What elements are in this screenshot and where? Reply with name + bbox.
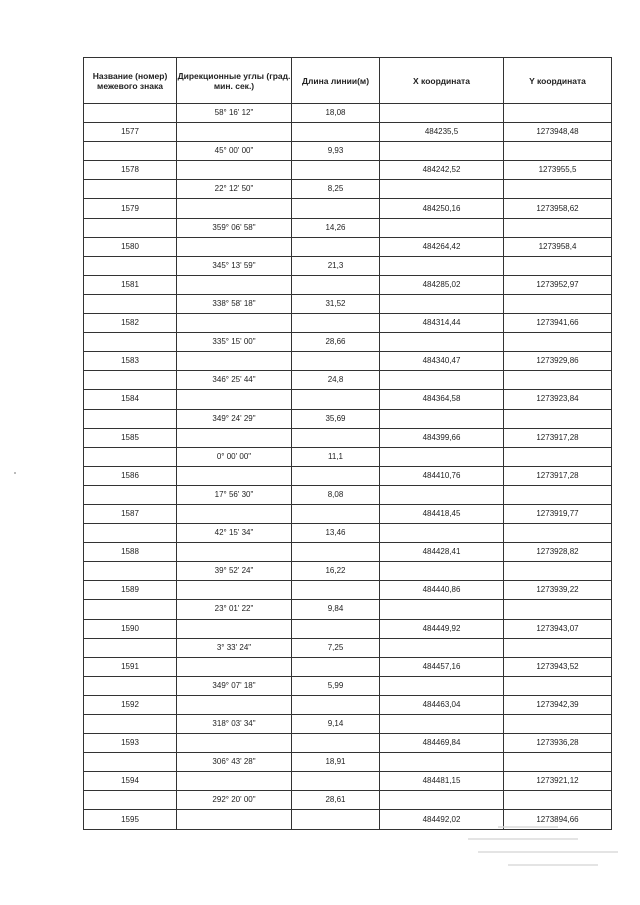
cell-name: 1592: [84, 695, 177, 714]
table-row: [84, 600, 612, 619]
table-row: [84, 715, 612, 734]
cell-length: [292, 123, 380, 142]
table-row: [84, 734, 612, 753]
cell-name: 1589: [84, 581, 177, 600]
cell-x: [380, 753, 504, 772]
header-angle: Дирекционные углы (град. мин. сек.): [177, 58, 292, 104]
cell-name: [84, 485, 177, 504]
cell-length: 11,1: [292, 447, 380, 466]
cell-name: 1595: [84, 810, 177, 829]
cell-y: 1273952,97: [504, 275, 612, 294]
cell-y: 1273942,39: [504, 695, 612, 714]
cell-length: [292, 695, 380, 714]
cell-x: [380, 600, 504, 619]
cell-length: [292, 314, 380, 333]
cell-angle: [177, 390, 292, 409]
cell-length: [292, 657, 380, 676]
cell-x: [380, 485, 504, 504]
table-row: [84, 161, 612, 180]
cell-angle: 42° 15' 34": [177, 524, 292, 543]
cell-y: [504, 104, 612, 123]
cell-name: 1594: [84, 772, 177, 791]
table-row: [84, 123, 612, 142]
cell-length: 18,91: [292, 753, 380, 772]
cell-x: [380, 447, 504, 466]
header-x: X координата: [380, 58, 504, 104]
cell-length: 24,8: [292, 371, 380, 390]
header-length: Длина линии(м): [292, 58, 380, 104]
cell-name: 1586: [84, 466, 177, 485]
cell-angle: 349° 24' 29": [177, 409, 292, 428]
cell-angle: [177, 161, 292, 180]
cell-name: [84, 180, 177, 199]
cell-name: 1583: [84, 352, 177, 371]
cell-length: 7,25: [292, 638, 380, 657]
cell-name: 1577: [84, 123, 177, 142]
cell-length: 28,66: [292, 333, 380, 352]
cell-name: [84, 638, 177, 657]
cell-length: 8,25: [292, 180, 380, 199]
cell-name: [84, 600, 177, 619]
table-row: [84, 142, 612, 161]
cell-name: 1578: [84, 161, 177, 180]
cell-name: [84, 791, 177, 810]
cell-y: 1273917,28: [504, 466, 612, 485]
cell-x: 484457,16: [380, 657, 504, 676]
cell-y: [504, 333, 612, 352]
cell-angle: [177, 314, 292, 333]
cell-length: 18,08: [292, 104, 380, 123]
cell-x: [380, 638, 504, 657]
cell-y: 1273928,82: [504, 543, 612, 562]
cell-length: 28,61: [292, 791, 380, 810]
cell-y: [504, 791, 612, 810]
cell-x: 484481,15: [380, 772, 504, 791]
cell-angle: 0° 00' 00": [177, 447, 292, 466]
cell-name: [84, 524, 177, 543]
cell-name: 1581: [84, 275, 177, 294]
cell-angle: [177, 123, 292, 142]
cell-name: [84, 409, 177, 428]
cell-length: [292, 772, 380, 791]
table-row: [84, 619, 612, 638]
cell-y: 1273958,62: [504, 199, 612, 218]
cell-x: 484492,02: [380, 810, 504, 829]
cell-length: [292, 581, 380, 600]
cell-angle: 318° 03' 34": [177, 715, 292, 734]
table-row: [84, 810, 612, 829]
cell-name: 1588: [84, 543, 177, 562]
cell-length: 9,84: [292, 600, 380, 619]
cell-name: 1579: [84, 199, 177, 218]
cell-x: 484449,92: [380, 619, 504, 638]
cell-name: [84, 142, 177, 161]
table-row: [84, 409, 612, 428]
cell-length: [292, 428, 380, 447]
table-row: [84, 294, 612, 313]
cell-x: [380, 333, 504, 352]
cell-name: 1580: [84, 237, 177, 256]
cell-y: [504, 142, 612, 161]
table-row: [84, 524, 612, 543]
table-row: [84, 333, 612, 352]
cell-angle: [177, 275, 292, 294]
cell-angle: [177, 810, 292, 829]
table-row: [84, 562, 612, 581]
cell-angle: [177, 504, 292, 523]
cell-x: 484469,84: [380, 734, 504, 753]
cell-name: 1582: [84, 314, 177, 333]
table-row: [84, 485, 612, 504]
cell-angle: [177, 237, 292, 256]
cell-name: 1593: [84, 734, 177, 753]
table-body: [84, 104, 612, 830]
table-row: [84, 428, 612, 447]
cell-x: [380, 676, 504, 695]
cell-y: [504, 371, 612, 390]
cell-x: [380, 256, 504, 275]
table-row: [84, 218, 612, 237]
cell-angle: 306° 43' 28": [177, 753, 292, 772]
cell-x: [380, 180, 504, 199]
cell-length: [292, 734, 380, 753]
cell-angle: [177, 772, 292, 791]
cell-y: 1273936,28: [504, 734, 612, 753]
header-y: Y координата: [504, 58, 612, 104]
cell-y: 1273939,22: [504, 581, 612, 600]
cell-length: 13,46: [292, 524, 380, 543]
cell-x: 484428,41: [380, 543, 504, 562]
cell-length: 31,52: [292, 294, 380, 313]
cell-angle: [177, 734, 292, 753]
cell-y: [504, 447, 612, 466]
cell-y: [504, 715, 612, 734]
cell-x: [380, 715, 504, 734]
cell-name: [84, 371, 177, 390]
table-row: [84, 657, 612, 676]
cell-angle: 17° 56' 30": [177, 485, 292, 504]
cell-length: 9,14: [292, 715, 380, 734]
cell-y: 1273941,66: [504, 314, 612, 333]
cell-angle: [177, 199, 292, 218]
cell-angle: 345° 13' 59": [177, 256, 292, 275]
cell-length: [292, 237, 380, 256]
table-row: [84, 466, 612, 485]
cell-y: [504, 256, 612, 275]
cell-y: [504, 524, 612, 543]
boundary-coordinates-table: [83, 57, 612, 830]
cell-y: 1273921,12: [504, 772, 612, 791]
cell-length: [292, 352, 380, 371]
cell-length: [292, 161, 380, 180]
table-row: [84, 504, 612, 523]
cell-name: [84, 447, 177, 466]
cell-x: [380, 791, 504, 810]
cell-y: 1273955,5: [504, 161, 612, 180]
table-row: [84, 753, 612, 772]
cell-x: 484418,45: [380, 504, 504, 523]
table-row: [84, 352, 612, 371]
cell-x: 484340,47: [380, 352, 504, 371]
table-row: [84, 314, 612, 333]
cell-x: [380, 104, 504, 123]
cell-x: [380, 142, 504, 161]
table-row: [84, 581, 612, 600]
cell-angle: 335° 15' 00": [177, 333, 292, 352]
table-row: [84, 695, 612, 714]
cell-name: [84, 676, 177, 695]
cell-length: 21,3: [292, 256, 380, 275]
cell-length: 8,08: [292, 485, 380, 504]
cell-y: 1273919,77: [504, 504, 612, 523]
cell-angle: [177, 619, 292, 638]
cell-y: [504, 180, 612, 199]
cell-y: [504, 562, 612, 581]
cell-x: [380, 562, 504, 581]
cell-y: [504, 485, 612, 504]
cell-angle: 359° 06' 58": [177, 218, 292, 237]
cell-y: [504, 218, 612, 237]
cell-name: [84, 218, 177, 237]
cell-name: 1587: [84, 504, 177, 523]
cell-y: 1273943,07: [504, 619, 612, 638]
cell-length: [292, 275, 380, 294]
cell-angle: [177, 352, 292, 371]
cell-x: [380, 371, 504, 390]
scan-dot: [14, 472, 16, 474]
cell-angle: 292° 20' 00": [177, 791, 292, 810]
cell-angle: [177, 466, 292, 485]
table-row: [84, 772, 612, 791]
cell-x: 484235,5: [380, 123, 504, 142]
table-row: [84, 275, 612, 294]
cell-length: 9,93: [292, 142, 380, 161]
table-row: [84, 543, 612, 562]
cell-name: 1585: [84, 428, 177, 447]
cell-angle: 3° 33' 24": [177, 638, 292, 657]
cell-y: [504, 409, 612, 428]
cell-length: [292, 504, 380, 523]
cell-length: 5,99: [292, 676, 380, 695]
cell-y: [504, 638, 612, 657]
cell-x: 484410,76: [380, 466, 504, 485]
cell-angle: 39° 52' 24": [177, 562, 292, 581]
cell-y: [504, 676, 612, 695]
cell-name: 1584: [84, 390, 177, 409]
cell-angle: 338° 58' 18": [177, 294, 292, 313]
cell-length: [292, 390, 380, 409]
cell-y: 1273943,52: [504, 657, 612, 676]
cell-angle: 58° 16' 12": [177, 104, 292, 123]
cell-y: 1273948,48: [504, 123, 612, 142]
cell-name: [84, 715, 177, 734]
cell-angle: [177, 657, 292, 676]
cell-x: 484285,02: [380, 275, 504, 294]
cell-y: [504, 294, 612, 313]
table-row: [84, 390, 612, 409]
cell-x: 484250,16: [380, 199, 504, 218]
table-row: [84, 237, 612, 256]
table-row: [84, 791, 612, 810]
cell-name: [84, 753, 177, 772]
cell-y: 1273917,28: [504, 428, 612, 447]
cell-y: 1273958,4: [504, 237, 612, 256]
cell-y: 1273894,66: [504, 810, 612, 829]
table-row: [84, 256, 612, 275]
cell-x: 484314,44: [380, 314, 504, 333]
cell-x: [380, 218, 504, 237]
cell-angle: 22° 12' 50": [177, 180, 292, 199]
table-row: [84, 447, 612, 466]
header-name: Название (номер) межевого знака: [84, 58, 177, 104]
table-row: [84, 180, 612, 199]
cell-length: 16,22: [292, 562, 380, 581]
table-row: [84, 371, 612, 390]
cell-x: [380, 294, 504, 313]
cell-name: [84, 333, 177, 352]
cell-angle: [177, 581, 292, 600]
cell-name: [84, 256, 177, 275]
table-row: [84, 104, 612, 123]
table-row: [84, 676, 612, 695]
cell-angle: [177, 428, 292, 447]
cell-name: 1591: [84, 657, 177, 676]
cell-name: [84, 104, 177, 123]
table-row: [84, 638, 612, 657]
cell-y: [504, 753, 612, 772]
cell-x: [380, 409, 504, 428]
cell-y: 1273929,86: [504, 352, 612, 371]
cell-length: 35,69: [292, 409, 380, 428]
cell-x: [380, 524, 504, 543]
cell-x: 484242,52: [380, 161, 504, 180]
cell-angle: 346° 25' 44": [177, 371, 292, 390]
cell-angle: 45° 00' 00": [177, 142, 292, 161]
cell-name: 1590: [84, 619, 177, 638]
cell-angle: [177, 543, 292, 562]
table-header-row: [84, 58, 612, 104]
cell-angle: [177, 695, 292, 714]
cell-x: 484264,42: [380, 237, 504, 256]
table-row: [84, 199, 612, 218]
cell-length: [292, 619, 380, 638]
cell-x: 484399,66: [380, 428, 504, 447]
cell-name: [84, 294, 177, 313]
cell-length: [292, 810, 380, 829]
cell-length: [292, 466, 380, 485]
cell-length: [292, 199, 380, 218]
cell-x: 484463,04: [380, 695, 504, 714]
cell-length: 14,26: [292, 218, 380, 237]
cell-x: 484364,58: [380, 390, 504, 409]
cell-length: [292, 543, 380, 562]
cell-name: [84, 562, 177, 581]
cell-x: 484440,86: [380, 581, 504, 600]
cell-angle: 23° 01' 22": [177, 600, 292, 619]
cell-angle: 349° 07' 18": [177, 676, 292, 695]
cell-y: [504, 600, 612, 619]
cell-y: 1273923,84: [504, 390, 612, 409]
